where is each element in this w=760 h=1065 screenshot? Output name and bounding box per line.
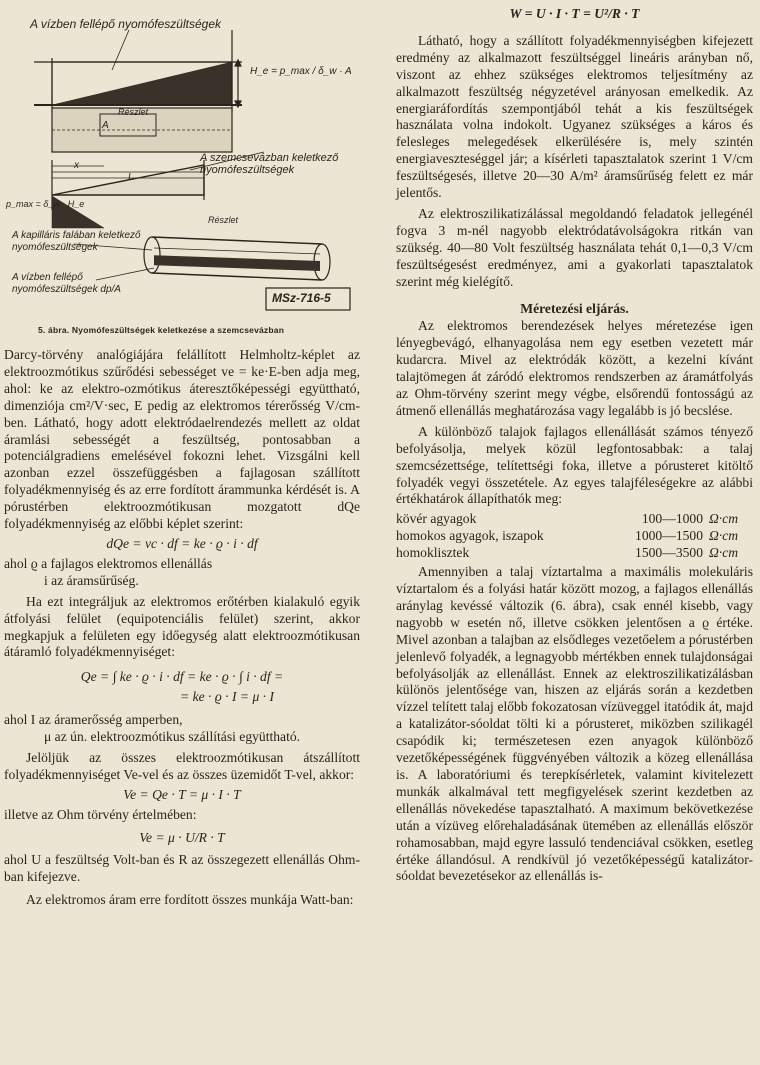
equation: Ve = Qe · T = μ · I · T — [123, 786, 241, 802]
definition-line: ahol I az áramerősség amperben, — [4, 712, 183, 728]
figure-5 — [4, 0, 360, 335]
figure-label-l: L — [128, 172, 134, 183]
figure-label-mid: A szemcsevázban keletkező nyomófeszültségek — [200, 152, 339, 176]
paragraph: Az elektromos berendezések helyes méretezése igen lényegbevágó, elhanyagolása nem egy esetben vezetett már kudarcra. Mivel az elektródák között, a kezelni kívánt talajtömegen át záródó elektromos rendszerben az áramátfolyás az Ohm-törvény szerint megy végbe, elsőrendű fontosságú az átmenő ellenállás meghatározása vagy legalább is jó becslése. — [396, 318, 753, 418]
soil-unit: Ω·cm — [709, 511, 739, 527]
figure-label-pmax: p_max = δ_w · H_e — [6, 199, 85, 209]
left-column — [4, 0, 360, 909]
soil-row — [396, 528, 753, 545]
figure-label-a: A — [102, 120, 109, 131]
paragraph: Darcy-törvény analógiájára felállított Helmholtz-képlet az elektroozmótikus szűrődési sebességet ve = ke·E-ben adja meg, ahol: ke az elektro-ozmótikus áteresztőképességi együttható, dimenziója cm²/V·sec, E pedig az elektromos térerősség V/cm-ben. Látható, hogy adott elektródaelrendezés mellett az oldat áramlási sebességét a feszültség, pontosabban a potenciálgradiens emelésével fokozni lehet. Vizsgálni kell azonban ezzel összefüggésben a fajlagosan szállított folyadékmennyiség és az erre fordított árammunka kérdését is. A pórustérben elektroozmótikusan mozgatott dQe folyadékmennyiség az előbbi képlet szerint: — [4, 347, 360, 532]
soil-range: 100—1000 — [641, 511, 703, 527]
equation: Ve = μ · U/R · T — [139, 829, 225, 845]
soil-resistivity-table — [396, 511, 753, 562]
paragraph: Jelöljük az összes elektroozmótikusan átszállított folyadékmennyiséget Ve-vel és az összes üzemidőt T-vel, akkor: — [4, 749, 360, 782]
figure-label-x: x — [74, 160, 79, 171]
equation: W = U · I · T = U²/R · T — [509, 6, 640, 21]
definition-line: μ az ún. elektroozmótikus szállítási együttható. — [44, 729, 301, 745]
equation: = ke · ϱ · I = μ · I — [180, 689, 274, 705]
definition-line: ahol ϱ a fajlagos elektromos ellenállás — [4, 555, 213, 571]
equation: dQe = vc · df = ke · ϱ · i · df — [106, 535, 258, 551]
right-column — [396, 0, 753, 885]
soil-row — [396, 511, 753, 528]
soil-name: homokos agyagok, iszapok — [396, 528, 544, 544]
soil-unit: Ω·cm — [709, 545, 739, 561]
paragraph: ahol U a feszültség Volt-ban és R az összegezett ellenállás Ohm-ban kifejezve. — [4, 852, 360, 885]
soil-range: 1000—1500 — [635, 528, 703, 544]
paragraph: Az elektroszilikatizálással megoldandó feladatok jellegénél fogva 3 m-nél nagyobb elektródatávolságokra ritkán van szükség. 40—80 Volt feszültség használata tehát 0,1—0,3 V/cm feszültségesést eredményez, ami a gyakorlati tapasztalatok szerint még kielégítő. — [396, 205, 753, 289]
paragraph: Az elektromos áram erre fordított összes munkája Watt-ban: — [26, 892, 354, 908]
figure-label-kapillaris: A kapilláris falában keletkező nyomófeszültségek — [12, 230, 141, 253]
soil-row — [396, 545, 753, 562]
paragraph: illetve az Ohm törvény értelmében: — [4, 806, 197, 822]
paragraph: A különböző talajok fajlagos ellenállását számos tényező befolyásolja, melyek közül legfontosabbak: a talaj szemcsézettsége, telítettségi foka, illetve a pórusteret kitöltő folyadék vegyi összetétele. Az egyes talajféleségekre az alábbi értékhatárok állapíthatók meg: — [396, 423, 753, 507]
figure-label-msz: MSz-716-5 — [272, 291, 331, 305]
soil-unit: Ω·cm — [709, 528, 739, 544]
figure-label-he: H_e = p_max / δ_w · A — [250, 66, 352, 77]
figure-label-bottom: A vízben fellépő nyomófeszültségek dp/A — [12, 272, 121, 295]
soil-range: 1500—3500 — [635, 545, 703, 561]
figure-label-reszlet: Részlet — [118, 107, 149, 117]
paragraph: Amennyiben a talaj víztartalma a maximális molekuláris víztartalom és a folyási határ között mozog, a fajlagos ellenállás aránylag kevéssé változik (6. ábra), csak ennél kisebb, vagy nagyobb w esetén nő, illetve csökken jelentősen a ϱ értéke. Mivel azonban a talajban az elsődleges vezetőelem a pórustérben jelenlevő folyadék, a legnagyobb mértékben ennek tulajdonságai befolyásolják az ellenállást. Ennek az elektroszilikatizálásban különös jelentősége van, hiszen az eljárás során a kezdetben vízzel telített talaj előbb fokozatosan vízüveggel itatódik át, majd a katalizátor-sóoldat tölti ki a pórusteret, miközben szilikagél csapódik ki; természetesen ezen anyagok különböző vezetőképességének függvényében változik a közeg ellenállása is. A laboratóriumi és terepkísérletek, valamint kivitelezett munkák alkalmával tett megfigyelések szerint kezdetben az ellenállás növekedése tapasztalható. A maximum bekövetkezése után a vízüveg előrehaladásának ütemében az ellenállás először rohamosabban, majd egyre lassuló tendenciával csökken, esetleg értéke állandósul. A rendkívül jó vezetőképességű katalizátor-sóoldat bevezetésekor az ellenállás is- — [396, 564, 753, 884]
soil-name: homoklisztek — [396, 545, 470, 561]
paragraph: Látható, hogy a szállított folyadékmennyiségben kifejezett eredmény az alkalmazott feszültséggel lineáris arányban nő, viszont az ehhez szükséges elektromos teljesítmény az alkalmazott feszültség négyzetével arányosan emelkedik. Az energiaráfordítás szempontjából tehát a kis feszültségek használata volna indokolt. Ugyanez szükséges a káros és felesleges melegedések elkerülésére is, mely szintén energiaveszteséggel jár; a kísérleti tapasztalatok szerint 1 V/cm feszültségesés, illetve 20—30 A/m² áramsűrűség felett ez már jelentős. — [396, 32, 753, 201]
figure-label-top: A vízben fellépő nyomófeszültségek — [30, 17, 221, 31]
soil-name: kövér agyagok — [396, 511, 477, 527]
figure-label-reszlet-2: Részlet — [208, 215, 239, 225]
definition-line: i az áramsűrűség. — [44, 572, 139, 588]
figure-caption: 5. ábra. Nyomófeszültségek keletkezése a szemcsevázban — [38, 325, 285, 335]
section-heading: Méretezési eljárás. — [520, 300, 629, 316]
equation: Qe = ∫ ke · ϱ · i · df = ke · ϱ · ∫ i · df = — [80, 669, 284, 685]
paragraph: Ha ezt integráljuk az elektromos erőtérben kialakuló egyik átfolyási felület (equipotenciális felület) szerint, akkor megkapjuk a felületen egy időegység alatt elektroozmótikusan átáramló folyadékmennyiséget: — [4, 593, 360, 660]
